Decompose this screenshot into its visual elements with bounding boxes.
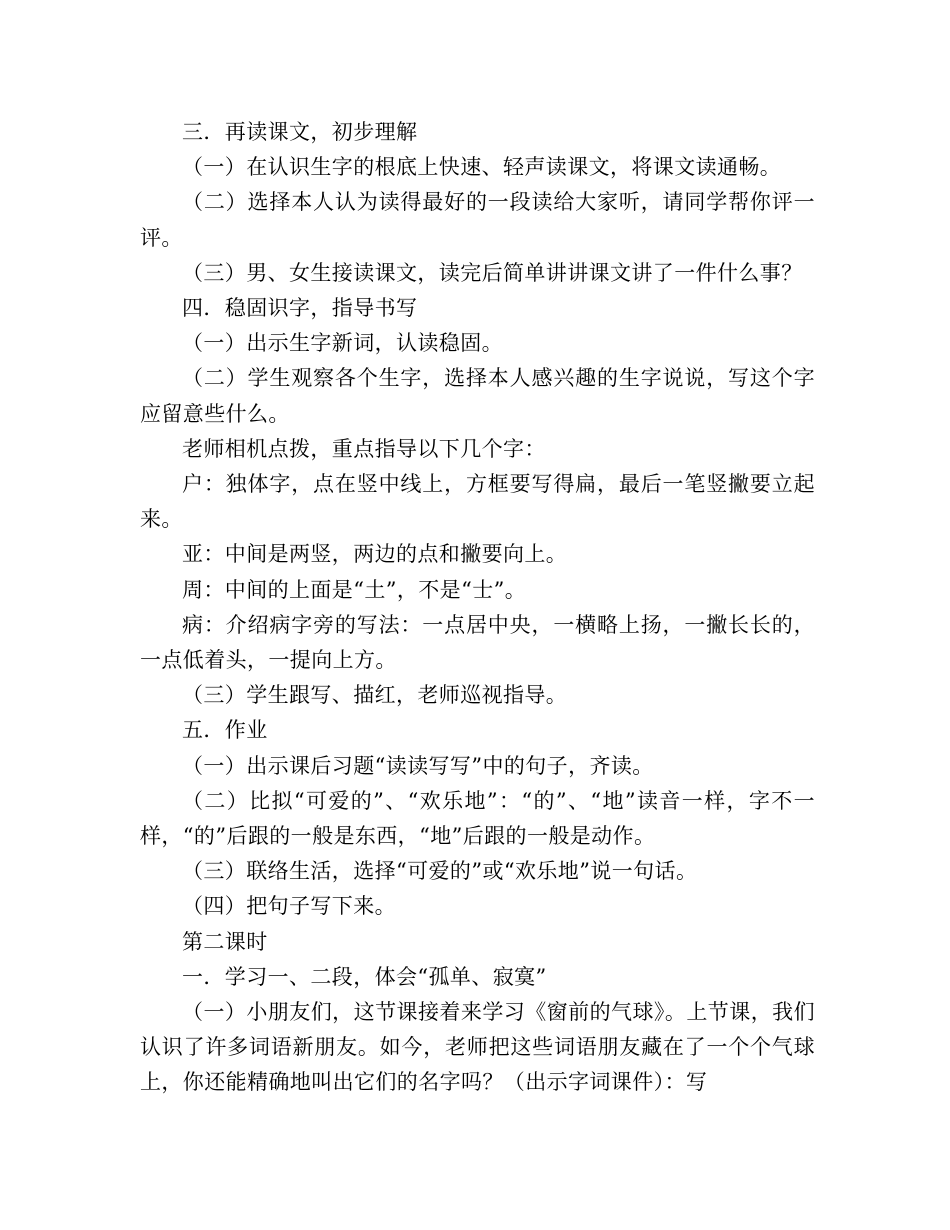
paragraph: （二）选择本人认为读得最好的一段读给大家听，请同学帮你评一评。 bbox=[140, 190, 815, 250]
paragraph: （二）学生观察各个生字，选择本人感兴趣的生字说说，写这个字应留意些什么。 bbox=[140, 366, 815, 426]
lesson-heading: 第二课时 bbox=[182, 929, 268, 954]
paragraph: （一）出示课后习题“读读写写”中的句子，齐读。 bbox=[182, 753, 654, 778]
section-heading-3: 三．再读课文，初步理解 bbox=[182, 120, 418, 144]
paragraph: 病：介绍病字旁的写法：一点居中央，一横略上扬，一撇长长的，一点低着头，一提向上方。 bbox=[140, 612, 815, 673]
paragraph: 亚：中间是两竖，两边的点和撇要向上。 bbox=[182, 542, 568, 567]
section-heading-1: 一．学习一、二段，体会“孤单、寂寞” bbox=[182, 964, 547, 989]
paragraph: （一）出示生字新词，认读稳固。 bbox=[182, 331, 503, 356]
paragraph: （二）比拟“可爱的”、“欢乐地”：“的”、“地”读音一样，字不一样，“的”后跟的一般是东西，“地”后跟的一般是动作。 bbox=[140, 788, 815, 849]
paragraph: （三）学生跟写、描红，老师巡视指导。 bbox=[182, 683, 568, 708]
document-body bbox=[140, 115, 815, 1101]
section-heading-4: 四．稳固识字，指导书写 bbox=[182, 296, 418, 321]
paragraph: （四）把句子写下来。 bbox=[182, 894, 396, 919]
paragraph: （一）在认识生字的根底上快速、轻声读课文，将课文读通畅。 bbox=[182, 155, 782, 180]
paragraph: 户：独体字，点在竖中线上，方框要写得扁，最后一笔竖撇要立起来。 bbox=[140, 472, 815, 532]
paragraph: （一）小朋友们，这节课接着来学习《窗前的气球》。上节课，我们认识了许多词语新朋友。如今，老师把这些词语朋友藏在了一个个气球上，你还能精确地叫出它们的名字吗？（出示字词课件）：写 bbox=[140, 1000, 815, 1095]
paragraph: （三）男、女生接读课文，读完后简单讲讲课文讲了一件什么事？ bbox=[182, 260, 803, 285]
paragraph: 老师相机点拨，重点指导以下几个字： bbox=[182, 436, 546, 461]
section-heading-5: 五．作业 bbox=[182, 718, 268, 743]
paragraph: 周：中间的上面是“土”，不是“士”。 bbox=[182, 577, 527, 602]
paragraph: （三）联络生活，选择“可爱的”或“欢乐地”说一句话。 bbox=[182, 859, 698, 884]
